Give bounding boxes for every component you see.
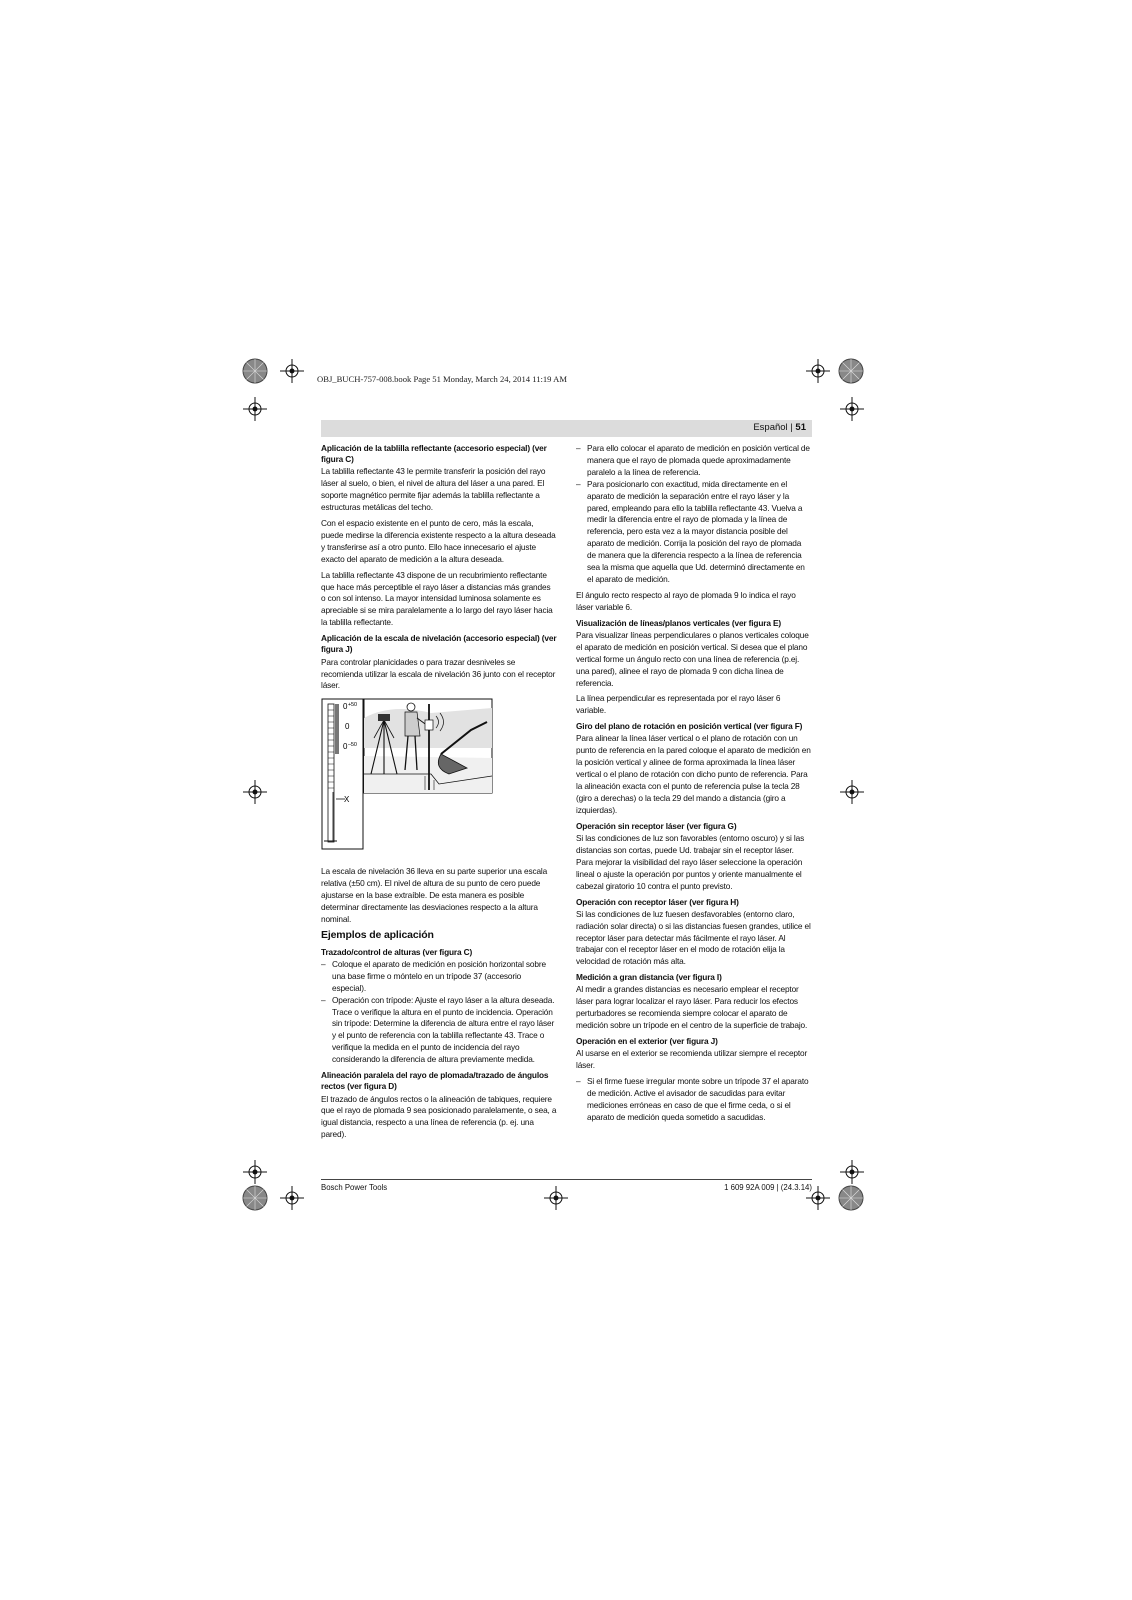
paragraph: Para alinear la línea láser vertical o el plano de rotación con un punto de referencia en la pared coloque el aparato de medición en la posición vertical y alinee de forma aproximada la línea láser vertical o el plano de rotación con dicho punto de referencia. Para la alineación exacta con el punto de referencia pulse la tecla 28 (giro a derechas) o la tecla 29 del mando a distancia (giro a izquierdas). — [576, 733, 811, 815]
rod-label-x: X — [344, 795, 350, 805]
section-heading: Visualización de líneas/planos verticales (ver figura E) — [576, 617, 781, 628]
paragraph: Con el espacio existente en el punto de cero, más la escala, puede medirse la diferencia existente respecto a la altura deseada y transferirse así a otro punto. Ello hace innecesario el ajuste exacto del aparato de medición a la altura deseada. — [321, 518, 556, 564]
crosshair-mark — [806, 359, 830, 383]
rod-label-top-sup: +50 — [348, 702, 357, 709]
crosshair-mark — [280, 359, 304, 383]
crosshair-mark — [840, 780, 864, 804]
footer-brand: Bosch Power Tools — [321, 1183, 388, 1192]
section-heading: Operación en el exterior (ver figura J) — [576, 1036, 718, 1047]
paragraph: Para visualizar líneas perpendiculares o planos verticales coloque el aparato de medición en posición vertical. Si desea que el plano vertical forme un ángulo recto con una línea de referencia (p.ej. una pared), alinee el rayo de plomada 9 con dicha línea de referencia. — [576, 629, 809, 688]
section-heading: Aplicación de la tablilla reflectante (accesorio especial) (ver figura C) — [321, 443, 547, 465]
rod-label-top: 0 — [343, 702, 348, 712]
bullet-list — [576, 1076, 812, 1124]
paragraph: Al medir a grandes distancias es necesario emplear el receptor láser para lograr localizar el rayo láser. Para reducir los efectos perturbadores se recomienda siempre colocar el aparato de medición sobre un trípode en el centro de la superficie de trabajo. — [576, 984, 808, 1031]
section-heading: Operación con receptor láser (ver figura H) — [576, 896, 739, 907]
footer-doc-number: 1 609 92A 009 | (24.3.14) — [724, 1183, 812, 1192]
paragraph: Si las condiciones de luz fuesen desfavorables (entorno claro, radiación solar directa) o si las distancias fuesen grandes, utilice el receptor láser para detectar más fácilmente el rayo láser. Al trabajar con el receptor láser en el modo de rotación elija la velocidad de rotación más alta. — [576, 908, 811, 967]
scene-illustration — [364, 699, 492, 793]
footer-rule — [321, 1179, 812, 1180]
section-heading: Giro del plano de rotación en posición vertical (ver figura F) — [576, 721, 803, 732]
paragraph: El ángulo recto respecto al rayo de plomada 9 lo indica el rayo láser variable 6. — [576, 589, 796, 612]
rod-label-mid: 0 — [345, 722, 350, 732]
list-item: – Para posicionarlo con exactitud, mida directamente en el aparato de medición la separación entre el rayo láser y la pared, empleando para ello la tablilla reflectante 43. Vuelva a medir la diferencia entre el rayo de plomada y la línea de referencia, pero esta vez a la mayor distancia posible del aparato de medición. Corrija la posición del rayo de plomada de manera que la diferencia respecto a la línea de referencia sea la misma que aquella que Ud. determinó directamente en el aparato de medición. — [576, 479, 812, 586]
print-slug-line: OBJ_BUCH-757-008.book Page 51 Monday, March 24, 2014 11:19 AM — [317, 374, 568, 384]
list-item: – Operación con trípode: Ajuste el rayo láser a la altura deseada. Trace o verifique la altura en el punto de incidencia. Operación sin trípode: Determine la diferencia de altura entre el rayo láser y el punto de referencia con la tablilla reflectante 43. Trace o verifique la medida en el punto de incidencia del rayo considerando la diferencia de altura previamente medida. — [321, 995, 557, 1066]
crosshair-mark — [544, 1186, 568, 1210]
registration-wheel-bottom-left — [242, 1185, 268, 1211]
paragraph: El trazado de ángulos rectos o la alineación de tabiques, requiere que el rayo de plomada 9 sea posicionado paralelamente, o sea, a igual distancia, respecto a una línea de referencia (p. ej. una pared). — [321, 1093, 557, 1140]
right-column — [576, 443, 812, 1128]
paragraph: La tablilla reflectante 43 le permite transferir la posición del rayo láser al suelo, o bien, el nivel de altura del láser a una pared. El soporte magnético permite fijar además la tablilla reflectante a estructuras metálicas del techo. — [321, 466, 546, 513]
paragraph: La línea perpendicular es representada por el rayo láser 6 variable. — [576, 693, 781, 716]
page-header — [321, 420, 812, 437]
registration-wheel-top-right — [838, 358, 864, 384]
bullet-list — [576, 443, 812, 586]
section-heading: Alineación paralela del rayo de plomada/trazado de ángulos rectos (ver figura D) — [321, 1070, 549, 1092]
crosshair-mark — [243, 1160, 267, 1184]
bullet-list — [321, 959, 557, 1066]
page-number: 51 — [795, 422, 806, 433]
section-heading: Medición a gran distancia (ver figura I) — [576, 972, 722, 983]
paragraph: Al usarse en el exterior se recomienda utilizar siempre el receptor láser. — [576, 1048, 808, 1071]
list-item: – Si el firme fuese irregular monte sobre un trípode 37 el aparato de medición. Active el avisador de sacudidas para evitar mediciones erróneas en caso de que el firme ceda, o si el aparato de medición queda sometido a sacudidas. — [576, 1076, 812, 1124]
list-item: – Para ello colocar el aparato de medición en posición vertical de manera que el rayo de plomada quede aproximadamente paralelo a la línea de referencia. — [576, 443, 812, 479]
paragraph: La escala de nivelación 36 lleva en su parte superior una escala relativa (±50 cm). El nivel de altura de su punto de cero puede ajustarse en la base extraíble. De esta manera es posible determinar directamente las desviaciones respecto a la altura nominal. — [321, 866, 548, 924]
section-heading: Trazado/control de alturas (ver figura C) — [321, 946, 473, 957]
registration-wheel-bottom-right — [838, 1185, 864, 1211]
paragraph: La tablilla reflectante 43 dispone de un recubrimiento reflectante que hace más perceptible el rayo láser a distancias más grandes o con sol intenso. La mayor intensidad luminosa solamente es apreciable si se mira paralelamente a lo largo del rayo láser hacia la tablilla reflectante. — [321, 569, 553, 628]
section-heading: Operación sin receptor láser (ver figura G) — [576, 820, 737, 831]
rod-label-bot-sup: –50 — [348, 742, 357, 749]
rod-label-bot: 0 — [343, 742, 348, 752]
header-language — [753, 422, 806, 433]
section-heading: Aplicación de la escala de nivelación (accesorio especial) (ver figura J) — [321, 633, 557, 655]
crosshair-mark — [840, 1160, 864, 1184]
left-column — [321, 443, 557, 1145]
registration-wheel-top-left — [242, 358, 268, 384]
section-title: Ejemplos de aplicación — [321, 928, 434, 941]
figure-leveling-rod — [321, 698, 504, 858]
list-item: – Coloque el aparato de medición en posición horizontal sobre una base firme o móntelo en un trípode 37 (accesorio especial). — [321, 959, 557, 995]
crosshair-mark — [280, 1186, 304, 1210]
paragraph: Para controlar planicidades o para trazar desniveles se recomienda utilizar la escala de nivelación 36 junto con el receptor láser. — [321, 656, 556, 691]
crosshair-mark — [243, 397, 267, 421]
language-label: Español — [753, 422, 788, 433]
paragraph: Si las condiciones de luz son favorables (entorno oscuro) y si las distancias son cortas, puede Ud. trabajar sin el receptor láser. Para mejorar la visibilidad del rayo láser seleccione la operación lineal o ajuste la operación por puntos y oriente manualmente el cabezal giratorio 10 contra el punto previsto. — [576, 832, 805, 891]
header-separator: | — [787, 422, 796, 433]
crosshair-mark — [243, 780, 267, 804]
crosshair-mark — [840, 397, 864, 421]
